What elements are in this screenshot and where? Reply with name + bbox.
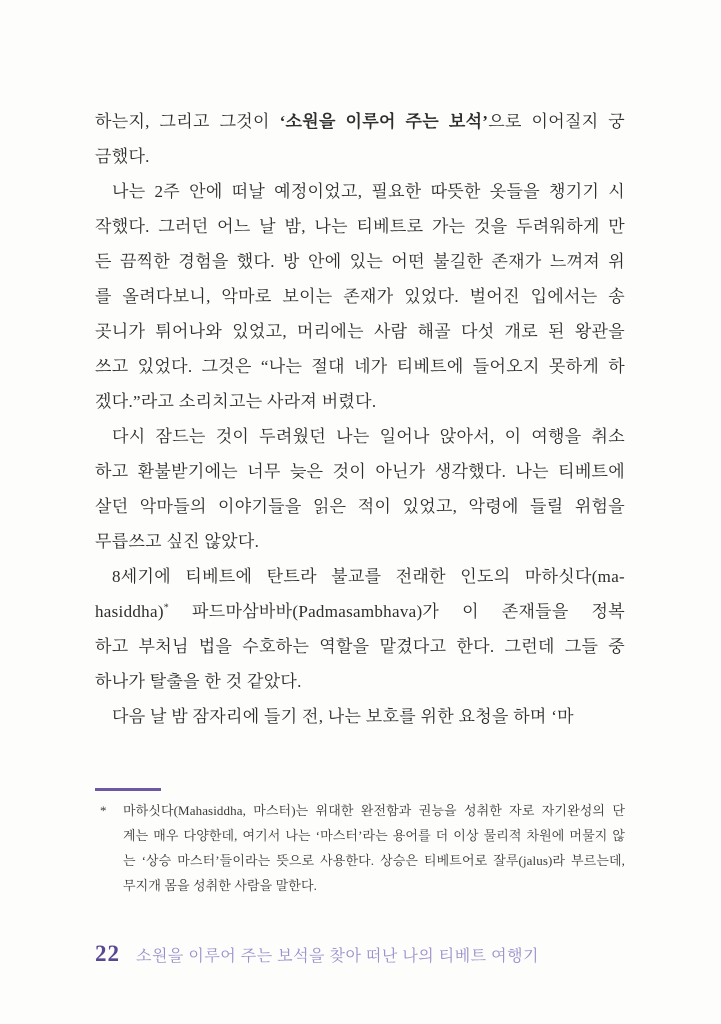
text-segment: 를 올려다보니, 악마로 보이는 존재가 있었다. 벌어진 입에서는 송: [95, 287, 625, 306]
text-segment: 하는지, 그리고 그것이: [95, 112, 280, 131]
text-segment: 다음 날 밤 잠자리에 들기 전, 나는 보호를 위한 요청을 하며 ‘마: [112, 707, 574, 726]
text-segment: 든 끔찍한 경험을 했다. 방 안에 있는 어떤 불길한 존재가 느껴져 위: [95, 252, 625, 271]
text-segment: 하고 환불받기에는 너무 늦은 것이 아닌가 생각했다. 나는 티베트에: [95, 462, 625, 481]
running-title: 소원을 이루어 주는 보석을 찾아 떠난 나의 티베트 여행기: [136, 948, 539, 965]
text-line: [95, 174, 625, 209]
text-line: [95, 139, 625, 174]
text-line: [95, 314, 625, 349]
text-line: [95, 209, 625, 244]
text-line: [95, 559, 625, 594]
text-line: [123, 798, 625, 823]
text-segment: 으로 이어질지 궁: [488, 112, 625, 131]
text-segment: 작했다. 그러던 어느 날 밤, 나는 티베트로 가는 것을 두려워하게 만: [95, 217, 625, 236]
text-segment: hasiddha): [95, 602, 164, 621]
text-line: [95, 419, 625, 454]
text-line: [95, 489, 625, 524]
text-line: [95, 454, 625, 489]
text-line: [95, 104, 625, 139]
text-line: [123, 873, 625, 898]
text-line: [95, 524, 625, 559]
text-segment: 무릅쓰고 싶진 않았다.: [95, 532, 260, 551]
text-segment: 무지개 몸을 성취한 사람을 말한다.: [123, 878, 317, 893]
text-segment: 쓰고 있었다. 그것은 “나는 절대 네가 티베트에 들어오지 못하게 하: [95, 357, 625, 376]
footnote-divider: [95, 788, 161, 791]
text-segment: 하고 부처님 법을 수호하는 역할을 맡겼다고 한다. 그런데 그들 중: [95, 637, 625, 656]
text-segment: 8세기에 티베트에 탄트라 불교를 전래한 인도의 마하싯다(ma-: [112, 567, 625, 586]
text-segment: 는 ‘상승 마스터’들이라는 뜻으로 사용한다. 상승은 티베트어로 잘루(jalus)라 부르는데,: [123, 853, 625, 868]
text-segment: 곳니가 튀어나와 있었고, 머리에는 사람 해골 다섯 개로 된 왕관을: [95, 322, 625, 341]
text-line: [95, 349, 625, 384]
text-segment: 살던 악마들의 이야기들을 읽은 적이 있었고, 악령에 들릴 위험을: [95, 497, 625, 516]
page-number: 22: [95, 941, 120, 966]
text-line: [123, 823, 625, 848]
text-segment: 금했다.: [95, 147, 150, 166]
text-segment: 겠다.”라고 소리치고는 사라져 버렸다.: [95, 392, 377, 411]
text-line: [95, 664, 625, 699]
text-line: [95, 279, 625, 314]
text-segment: 나는 2주 안에 떠날 예정이었고, 필요한 따뜻한 옷들을 챙기기 시: [112, 182, 625, 201]
footnote-reference: *: [163, 602, 170, 614]
text-line: [123, 848, 625, 873]
text-segment: 파드마삼바바(Padmasambhava)가 이 존재들을 정복: [169, 602, 625, 621]
text-line: [95, 629, 625, 664]
text-line: [95, 384, 625, 419]
footnote-section: [95, 788, 625, 898]
text-line: [95, 594, 625, 629]
footnote-text: [123, 798, 625, 898]
text-segment: 계는 매우 다양한데, 여기서 나는 ‘마스터’라는 용어를 더 이상 물리적 차원에 머물지 않: [123, 828, 625, 843]
footnote-row: [95, 798, 625, 898]
text-segment: ‘소원을 이루어 주는 보석’: [279, 112, 489, 131]
text-line: [95, 244, 625, 279]
footnote-marker: *: [100, 803, 107, 818]
text-segment: 다시 잠드는 것이 두려웠던 나는 일어나 앉아서, 이 여행을 취소: [112, 427, 625, 446]
text-line: [95, 699, 625, 734]
text-segment: 하나가 탈출을 한 것 같았다.: [95, 672, 302, 691]
body-text: [95, 104, 625, 734]
text-segment: 마하싯다(Mahasiddha, 마스터)는 위대한 완전함과 권능을 성취한 자로 자기완성의 단: [123, 803, 625, 818]
page-footer: [95, 941, 625, 967]
